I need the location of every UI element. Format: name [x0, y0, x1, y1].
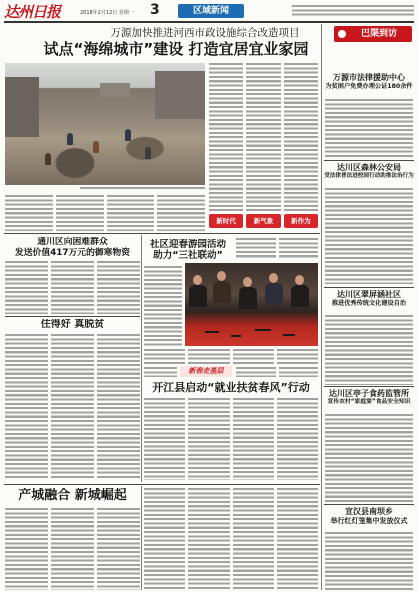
- masthead-rule: [4, 21, 414, 23]
- body-text: [144, 367, 177, 377]
- text-column: [233, 398, 274, 480]
- sidebar-body-text: [325, 532, 413, 590]
- text-column: [144, 367, 177, 377]
- sidebar-item-headline: [324, 163, 414, 180]
- section-label: 区域新闻: [178, 4, 244, 18]
- text-column: [284, 63, 318, 211]
- photo-worker: [67, 133, 73, 145]
- photo-person: [217, 271, 226, 281]
- text-column: [325, 414, 413, 502]
- text-column: [56, 195, 104, 231]
- housing-body-text: [5, 334, 140, 480]
- sidebar-item-org: 万源市法律援助中心: [333, 73, 405, 82]
- text-column: [5, 334, 48, 480]
- photo-calligraphy: [255, 329, 271, 331]
- text-column: [144, 349, 185, 364]
- photo-calligraphy: [231, 335, 241, 337]
- sidebar-tag-label: 巴渠到访: [360, 29, 397, 39]
- sidebar-item-rule: [324, 386, 414, 387]
- text-column: [233, 488, 274, 590]
- text-column: [5, 195, 53, 231]
- lead-body-text: [5, 195, 205, 231]
- industry-body-text: [144, 488, 318, 590]
- text-column: [5, 261, 48, 314]
- photo-worker: [93, 141, 99, 153]
- text-column: [209, 63, 243, 211]
- sidebar-item-rule: [324, 504, 414, 505]
- sidebar-item-org: 达川区翠屏涵社区: [337, 290, 401, 299]
- column-rule: [141, 235, 142, 482]
- text-column: [236, 238, 276, 259]
- housing-headline: 住得好 真脱贫: [40, 319, 105, 330]
- photo-person: [265, 283, 283, 305]
- sidebar-item-rule: [324, 160, 414, 161]
- text-column: [51, 508, 94, 590]
- sidebar-rule: [321, 24, 322, 590]
- text-column: [236, 367, 276, 377]
- lead-body-text: [209, 63, 318, 211]
- text-column: [325, 99, 413, 157]
- text-column: [97, 508, 140, 590]
- sidebar-item-title: 举行红灯笼集中发放仪式: [330, 517, 408, 525]
- community-body-text: [144, 266, 182, 346]
- photo-person: [243, 277, 252, 287]
- issue-date: 2018年2月12日 星期一: [80, 10, 134, 16]
- sidebar-item-title: 为贫困户免费办理公证180余件: [325, 83, 413, 90]
- text-column: [188, 398, 229, 480]
- section-rule: [4, 233, 320, 234]
- series-tag: 新春走基层: [180, 366, 232, 377]
- photo-person: [193, 275, 202, 285]
- text-column: [246, 63, 280, 211]
- tongchuan-body-text: [5, 261, 140, 314]
- headline-line: 助力“三社联动”: [153, 250, 223, 262]
- headline-line: 发送价值417万元的御寒物资: [14, 247, 131, 258]
- text-column: [292, 5, 414, 18]
- community-headline: [144, 239, 232, 262]
- photo-person: [291, 285, 309, 307]
- text-column: [144, 398, 185, 480]
- industry-body-text: [5, 508, 140, 590]
- photo-person: [269, 273, 278, 283]
- sidebar-item-headline: [324, 73, 414, 91]
- photo-building: [100, 83, 130, 97]
- photo-person: [189, 285, 207, 307]
- slogan-item: 新时代: [209, 214, 243, 228]
- community-photo: [185, 263, 318, 346]
- photo-caption: [80, 187, 205, 191]
- text-column: [97, 261, 140, 314]
- photo-calligraphy: [283, 334, 295, 336]
- body-text: [236, 367, 318, 377]
- photo-person: [295, 275, 304, 285]
- sidebar-body-text: [325, 188, 413, 284]
- text-column: [51, 261, 94, 314]
- sidebar-item-headline: [324, 507, 414, 526]
- sidebar-item-org: 宣汉县南坝乡: [345, 507, 393, 516]
- sidebar-item-title: 推进优秀传统文化建设自治: [331, 300, 407, 307]
- slogan-item: 新作为: [284, 214, 318, 228]
- newspaper-logo: 达州日报: [4, 3, 61, 21]
- tongchuan-headline: [5, 237, 140, 258]
- industry-headline: 产城融合 新城崛起: [18, 488, 127, 503]
- community-body-text: [144, 349, 318, 364]
- sidebar-item-headline: [324, 389, 414, 406]
- text-column: [325, 315, 413, 385]
- text-column: [5, 508, 48, 590]
- text-column: [325, 532, 413, 590]
- text-column: [279, 238, 319, 259]
- sidebar-item-org: 达川区亭子食药监管所: [329, 389, 409, 398]
- text-column: [277, 488, 318, 590]
- text-column: [277, 398, 318, 480]
- slogan-banner: [209, 214, 318, 228]
- sidebar-column-tag: [334, 26, 412, 42]
- sidebar-body-text: [325, 414, 413, 502]
- text-column: [233, 349, 274, 364]
- sidebar-item-headline: [324, 290, 414, 308]
- kaijiang-headline: 开江县启动“就业扶贫春风”行动: [152, 381, 310, 394]
- text-column: [51, 334, 94, 480]
- photo-calligraphy: [205, 331, 219, 333]
- editorial-info-text: [292, 5, 414, 18]
- sidebar-body-text: [325, 315, 413, 385]
- photo-person: [239, 287, 257, 309]
- photo-building: [155, 71, 205, 119]
- story-rule: [5, 316, 140, 317]
- text-column: [325, 188, 413, 284]
- text-column: [188, 488, 229, 590]
- text-column: [188, 349, 229, 364]
- sidebar-item-title: 宣传农村“家庭宴”食品安全知识: [327, 399, 411, 405]
- headline-line: 通川区向困难群众: [37, 237, 108, 247]
- text-column: [144, 266, 182, 346]
- sidebar-item-rule: [324, 287, 414, 288]
- photo-worker: [125, 129, 131, 141]
- section-rule: [4, 484, 320, 485]
- lead-kicker: 万源加快推进河西市政设施综合改造项目: [110, 27, 300, 39]
- photo-worker: [145, 147, 151, 159]
- photo-person: [213, 281, 231, 303]
- text-column: [97, 334, 140, 480]
- text-column: [80, 187, 205, 191]
- lead-photo: [5, 63, 205, 185]
- sidebar-body-text: [325, 99, 413, 157]
- sidebar-item-title: 受法律普法进校园行动助推法治行为: [324, 173, 414, 179]
- photo-building: [5, 77, 39, 137]
- photo-worker: [45, 153, 51, 165]
- community-body-text: [236, 238, 318, 259]
- lead-headline: 试点“海绵城市”建设 打造宜居宜业家园: [43, 40, 309, 58]
- headline-line: 社区迎春游园活动: [149, 239, 226, 250]
- slogan-item: 新气象: [246, 214, 280, 228]
- text-column: [157, 195, 205, 231]
- page-number: 3: [150, 2, 160, 18]
- text-column: [279, 367, 319, 377]
- tag-emblem-icon: [338, 30, 346, 38]
- sidebar-item-org: 达川区森林公安局: [337, 163, 401, 172]
- text-column: [144, 488, 185, 590]
- column-rule: [141, 486, 142, 590]
- kaijiang-body-text: [144, 398, 318, 480]
- text-column: [277, 349, 318, 364]
- text-column: [107, 195, 155, 231]
